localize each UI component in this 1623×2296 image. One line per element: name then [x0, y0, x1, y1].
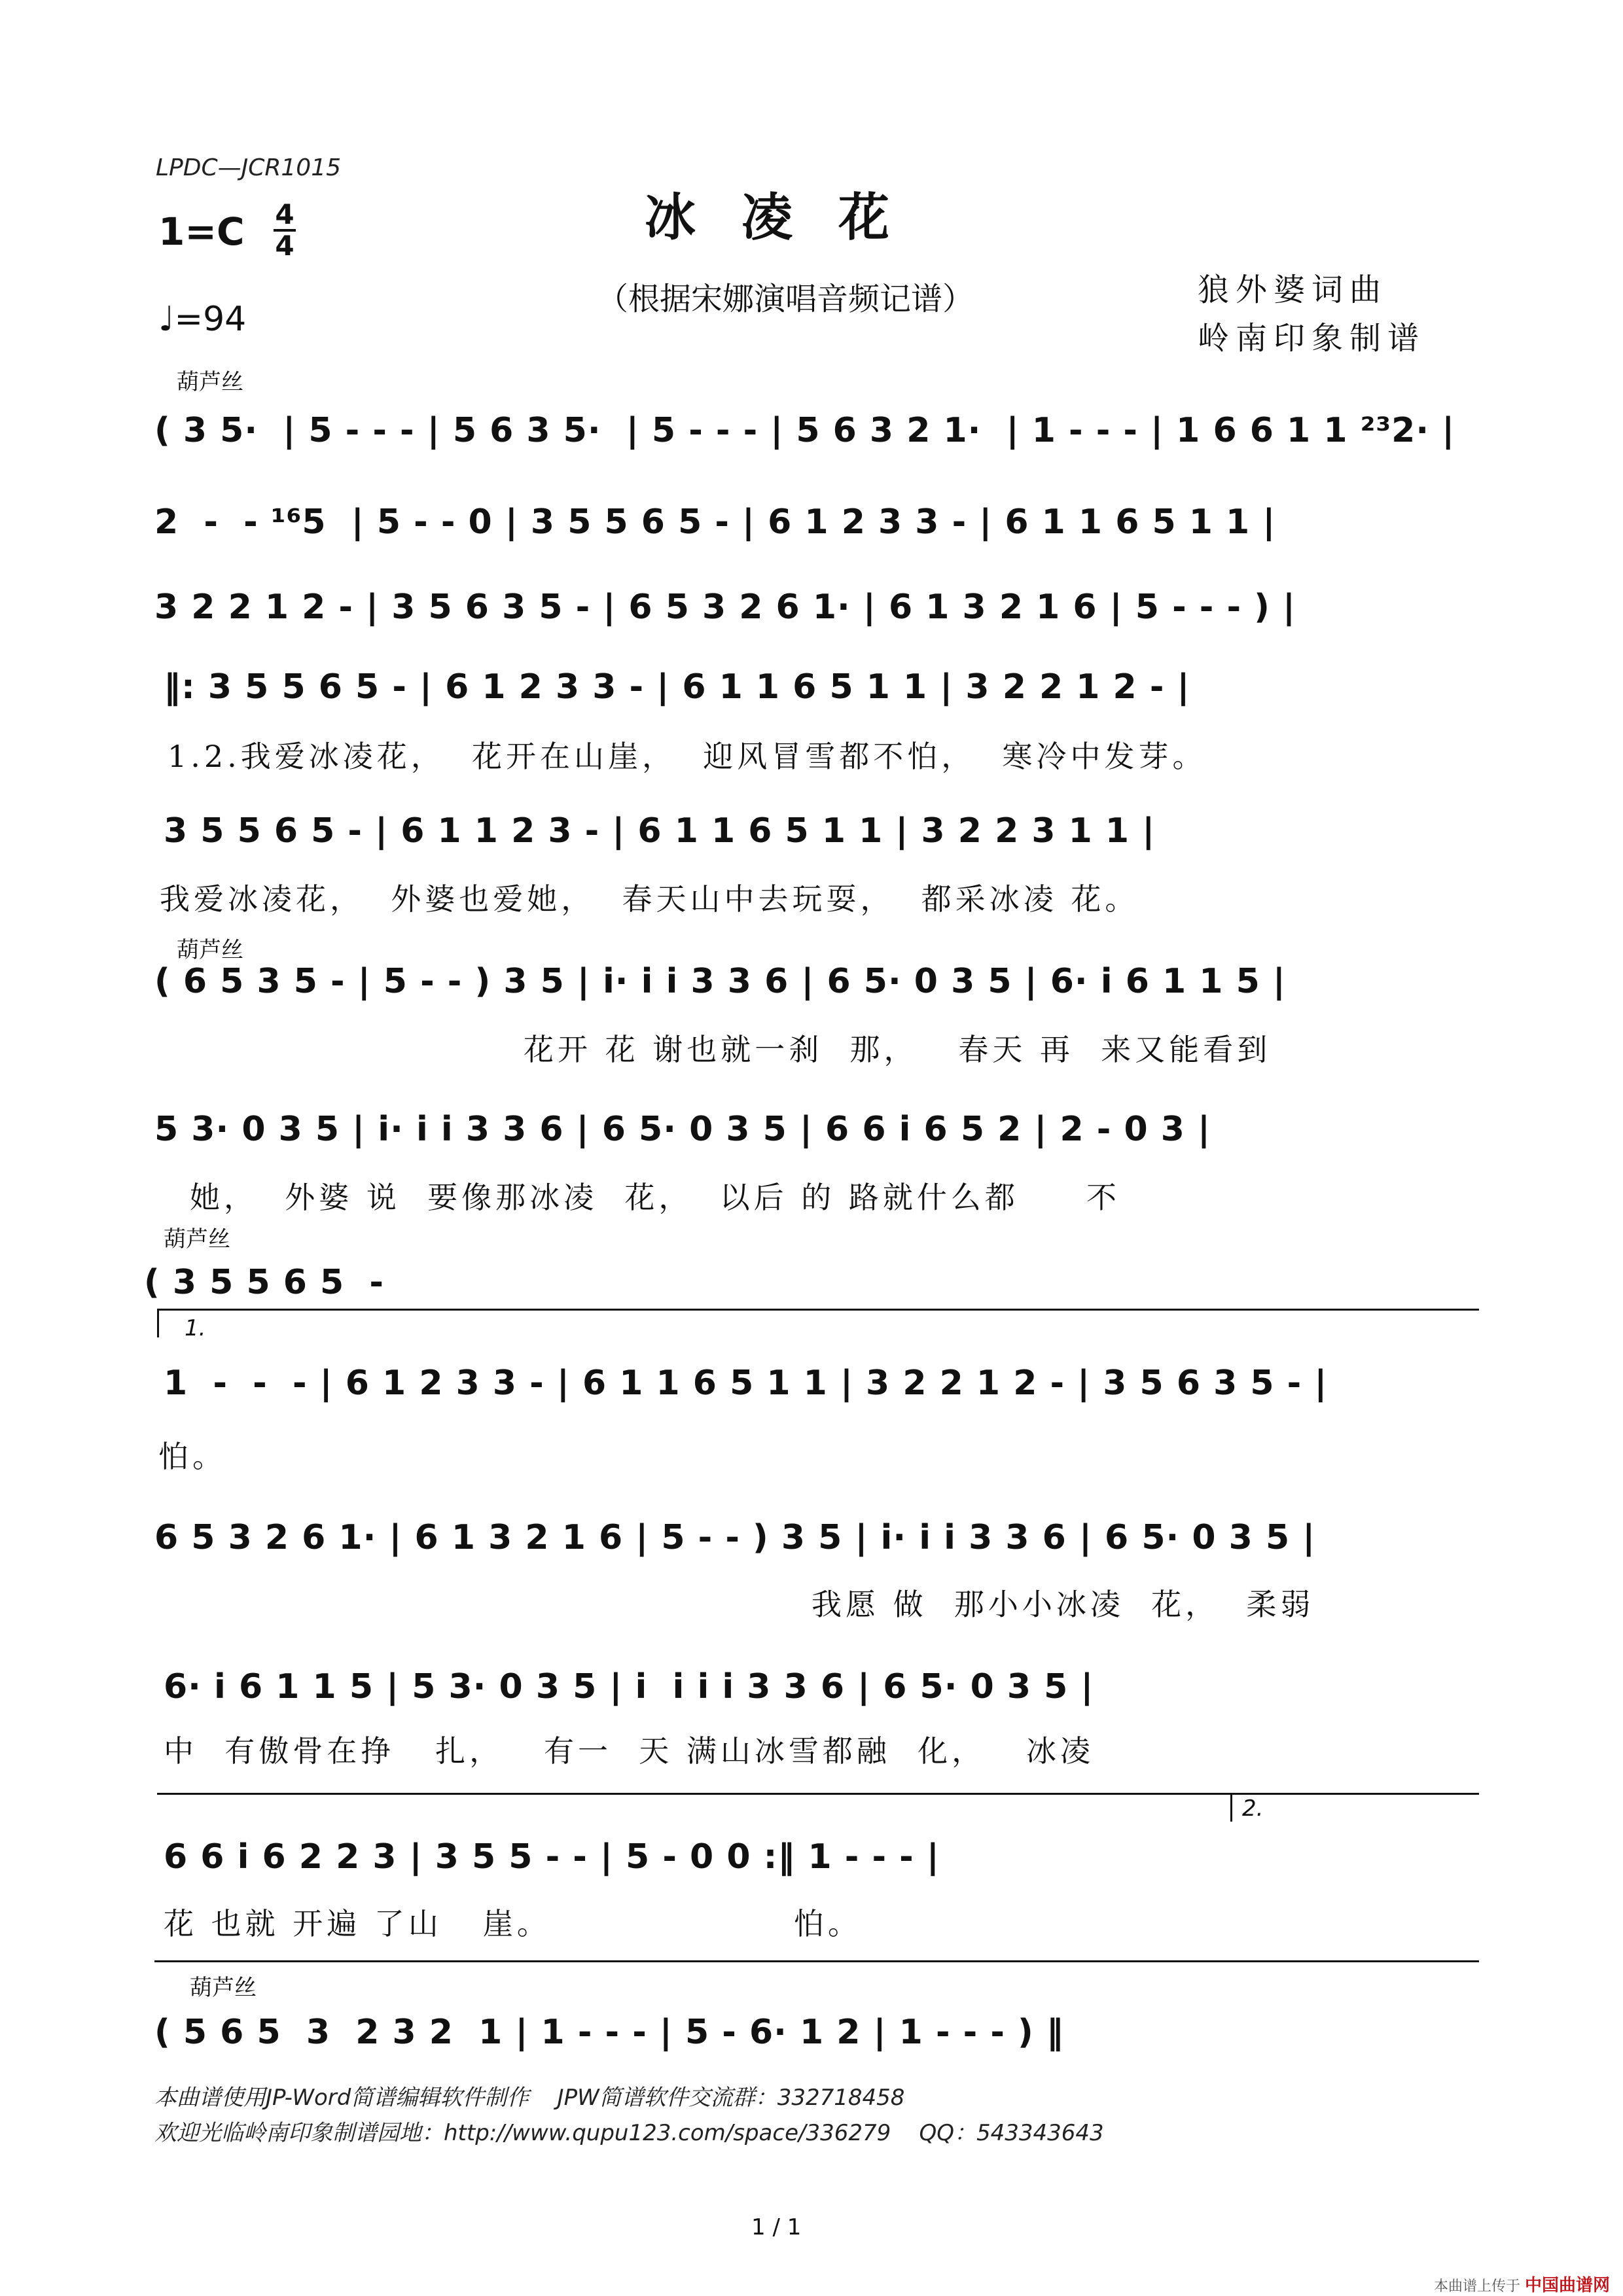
notation-row: 2 - - ¹⁶5 | 5 - - 0 | 3 5 5 6 5 - | 6 1 2 3 3 - | 6 1 1 6 5 1 1 |	[154, 503, 1276, 542]
key-signature: 1=C	[158, 209, 245, 254]
notation-row: 6 6 i 6 2 2 3 | 3 5 5 - - | 5 - 0 0 :‖ 1 - - - |	[164, 1837, 940, 1877]
time-signature	[274, 198, 296, 262]
notation-row: ( 5 6 5 3 2 3 2 1 | 1 - - - | 5 - 6· 1 2 | 1 - - - ) ‖	[154, 2013, 1064, 2052]
instrument-label: 葫芦丝	[190, 1975, 257, 2001]
first-ending-label: 1.	[185, 1315, 206, 1341]
volta-hook	[1230, 1793, 1232, 1822]
notation-row: 1 - - - | 6 1 2 3 3 - | 6 1 1 6 5 1 1 | 3 2 2 1 2 - | 3 5 6 3 5 - |	[164, 1364, 1328, 1403]
lyric-line: 花 也就 开遍 了山 崖。 怕。	[164, 1906, 862, 1941]
lyric-line: 1.2.我爱冰凌花， 花开在山崖， 迎风冒雪都不怕， 寒冷中发芽。	[168, 739, 1207, 774]
lyric-line: 怕。	[158, 1439, 226, 1474]
instrument-label: 葫芦丝	[177, 369, 243, 395]
notation-row: ( 3 5· | 5 - - - | 5 6 3 5· | 5 - - - | 5 6 3 2 1· | 1 - - - | 1 6 6 1 1 ²³2· |	[154, 411, 1455, 450]
footer-line: 欢迎光临岭南印象制谱园地：http://www.qupu123.com/space/336279 QQ：543343643	[154, 2120, 1104, 2146]
score-credit: 岭南印象制谱	[1198, 320, 1426, 357]
song-subtitle: （根据宋娜演唱音频记谱）	[597, 281, 974, 317]
volta-hook	[157, 1309, 159, 1337]
lyric-line: 她， 外婆 说 要像那冰凌 花， 以后 的 路就什么都 不	[190, 1180, 1120, 1215]
song-title: 冰凌花	[645, 188, 936, 247]
watermark-prefix: 本曲谱上传于	[1433, 2278, 1520, 2295]
volta-line	[157, 1309, 1479, 1311]
time-bottom: 4	[275, 230, 294, 262]
instrument-label: 葫芦丝	[177, 937, 243, 963]
notation-row: ( 3 5 5 6 5 -	[144, 1263, 384, 1302]
lyric-line: 花开 花 谢也就一刹 那， 春天 再 来又能看到	[524, 1032, 1272, 1067]
notation-row: ‖: 3 5 5 6 5 - | 6 1 2 3 3 - | 6 1 1 6 5 1 1 | 3 2 2 1 2 - |	[164, 667, 1190, 707]
notation-row: 6 5 3 2 6 1· | 6 1 3 2 1 6 | 5 - - ) 3 5 | i· i i 3 3 6 | 6 5· 0 3 5 |	[154, 1518, 1316, 1557]
notation-row: 6· i 6 1 1 5 | 5 3· 0 3 5 | i i i i 3 3 6 | 6 5· 0 3 5 |	[164, 1667, 1094, 1706]
volta-line	[154, 1960, 1479, 1962]
notation-row: 3 2 2 1 2 - | 3 5 6 3 5 - | 6 5 3 2 6 1· | 6 1 3 2 1 6 | 5 - - - ) |	[154, 588, 1296, 627]
lyric-line: 我愿 做 那小小冰凌 花， 柔弱	[812, 1587, 1315, 1622]
second-ending-label: 2.	[1242, 1795, 1264, 1822]
lyric-line: 中 有傲骨在挣 扎， 有一 天 满山冰雪都融 化， 冰凌	[164, 1733, 1094, 1769]
page-number: 1 / 1	[751, 2214, 802, 2240]
notation-row: 5 3· 0 3 5 | i· i i 3 3 6 | 6 5· 0 3 5 | 6 6 i 6 5 2 | 2 - 0 3 |	[154, 1110, 1211, 1149]
watermark	[1434, 2272, 1610, 2296]
lyric-line: 我爱冰凌花， 外婆也爱她， 春天山中去玩耍， 都采冰凌 花。	[160, 881, 1139, 917]
footer-line: 本曲谱使用JP-Word简谱编辑软件制作 JPW简谱软件交流群：332718458	[154, 2085, 905, 2111]
notation-row: ( 6 5 3 5 - | 5 - - ) 3 5 | i· i i 3 3 6 | 6 5· 0 3 5 | 6· i 6 1 1 5 |	[154, 962, 1286, 1001]
watermark-site: 中国曲谱网	[1524, 2276, 1610, 2295]
lyrics-credit: 狼外婆词曲	[1198, 272, 1388, 308]
time-top: 4	[275, 198, 294, 230]
volta-line	[157, 1793, 1479, 1795]
tempo-marking: ♩=94	[158, 300, 247, 339]
score-code: LPDC—JCR1015	[156, 154, 342, 181]
instrument-label: 葫芦丝	[164, 1226, 230, 1252]
notation-row: 3 5 5 6 5 - | 6 1 1 2 3 - | 6 1 1 6 5 1 1 | 3 2 2 3 1 1 |	[164, 811, 1156, 851]
